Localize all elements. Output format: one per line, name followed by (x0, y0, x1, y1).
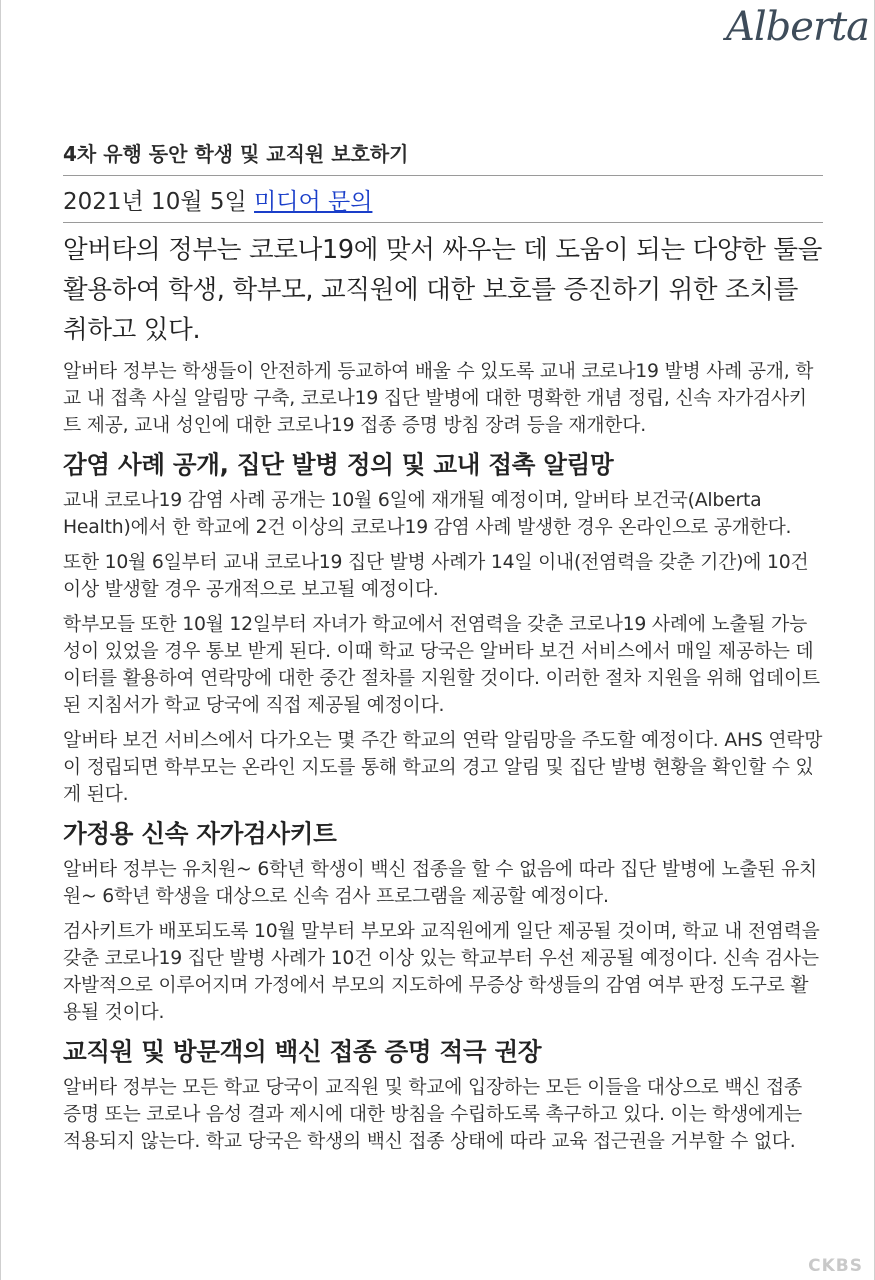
section-heading-vaccination: 교직원 및 방문객의 백신 접종 증명 적극 권장 (63, 1037, 542, 1066)
intro-paragraph: 알버타 정부는 학생들이 안전하게 등교하여 배울 수 있도록 교내 코로나19 발병 사례 공개, 학교 내 접촉 사실 알림망 구축, 코로나19 집단 발병에 대한 명확한 개념 정립, 신속 자가검사키트 제공, 교내 성인에 대한 코로나19 접종 증명 방침 장려 등을 재개한다. (63, 361, 814, 436)
paragraph: 알버타 정부는 유치원~ 6학년 학생이 백신 접종을 할 수 없음에 따라 집단 발병에 노출된 유치원~ 6학년 학생을 대상으로 신속 검사 프로그램을 제공할 예정이다. (63, 859, 818, 907)
paragraph: 학부모들 또한 10월 12일부터 자녀가 학교에서 전염력을 갖춘 코로나19 사례에 노출될 가능성이 있었을 경우 통보 받게 된다. 이때 학교 당국은 알버타 보건 서비스에서 매일 제공하는 데이터를 활용하여 연락망에 대한 중간 절차를 지원할 것이다. 이러한 절차 지원을 위해 업데이트된 지침서가 학교 당국에 직접 제공될 예정이다. (63, 614, 820, 716)
media-inquiry-link[interactable]: 미디어 문의 (254, 189, 373, 215)
article-body (63, 230, 823, 1163)
paragraph: 또한 10월 6일부터 교내 코로나19 집단 발병 사례가 14일 이내(전염력을 갖춘 기간)에 10건 이상 발생할 경우 공개적으로 보고될 예정이다. (63, 552, 809, 600)
dateline (63, 183, 823, 223)
paragraph: 교내 코로나19 감염 사례 공개는 10월 6일에 재개될 예정이며, 알버타 보건국(Alberta Health)에서 한 학교에 2건 이상의 코로나19 감염 사례 발생한 경우 온라인으로 공개한다. (63, 490, 792, 538)
alberta-logo[interactable]: Alberta (726, 4, 869, 50)
section-heading-outbreak: 감염 사례 공개, 집단 발병 정의 및 교내 접촉 알림망 (63, 450, 614, 479)
section-heading-rapid-test: 가정용 신속 자가검사키트 (63, 819, 337, 848)
page-title: 4차 유행 동안 학생 및 교직원 보호하기 (63, 138, 823, 176)
publish-date: 2021년 10월 5일 (63, 189, 247, 215)
lead-paragraph: 알버타의 정부는 코로나19에 맞서 싸우는 데 도움이 되는 다양한 툴을 활용하여 학생, 학부모, 교직원에 대한 보호를 증진하기 위한 조치를 취하고 있다. (63, 235, 823, 345)
paragraph: 알버타 정부는 모든 학교 당국이 교직원 및 학교에 입장하는 모든 이들을 대상으로 백신 접종 증명 또는 코로나 음성 결과 제시에 대한 방침을 수립하도록 촉구하고 있다. 이는 학생에게는 적용되지 않는다. 학교 당국은 학생의 백신 접종 상태에 따라 교육 접근권을 거부할 수 없다. (63, 1077, 802, 1152)
paragraph: 알버타 보건 서비스에서 다가오는 몇 주간 학교의 연락 알림망을 주도할 예정이다. AHS 연락망이 정립되면 학부모는 온라인 지도를 통해 학교의 경고 알림 및 집단 발병 현황을 확인할 수 있게 된다. (63, 730, 823, 805)
paragraph: 검사키트가 배포되도록 10월 말부터 부모와 교직원에게 일단 제공될 것이며, 학교 내 전염력을 갖춘 코로나19 집단 발병 사례가 10건 이상 있는 학교부터 우선 제공될 예정이다. 신속 검사는 자발적으로 이루어지며 가정에서 부모의 지도하에 무증상 학생들의 감염 여부 판정 도구로 활용될 것이다. (63, 921, 820, 1023)
ckbs-watermark: CKBS (808, 1256, 863, 1276)
